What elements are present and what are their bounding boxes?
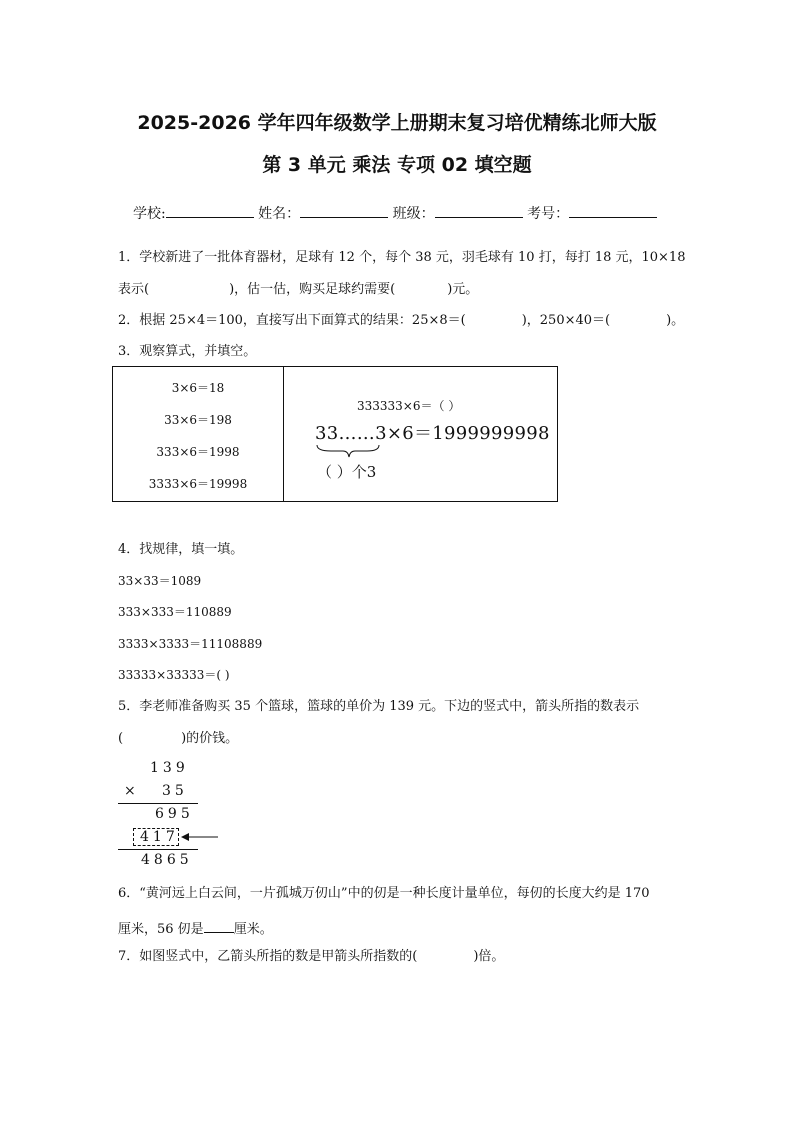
vm-row-4: 417 (140, 829, 179, 845)
q3-text: 3．观察算式，并填空。 (118, 344, 257, 359)
q1-line1: 1．学校新进了一批体育器材，足球有 12 个，每个 38 元，羽毛球有 10 打，每打 18 元，10×18 (118, 250, 686, 265)
document-title: 2025-2026 学年四年级数学上册期末复习培优精练北师大版 (137, 112, 657, 134)
vm-times-sign: × (124, 783, 140, 799)
q2-line: 2．根据 25×4＝100，直接写出下面算式的结果：25×8＝( )，250×40＝( )。 (118, 313, 685, 328)
exam-no-field[interactable] (569, 203, 657, 218)
vm-line-2 (118, 849, 198, 850)
exam-no-label: 考号： (527, 206, 570, 222)
q3-left-line: 3333×6＝19998 (148, 477, 248, 491)
q6-line1: 6．“黄河远上白云间，一片孤城万仞山”中的仞是一种长度计量单位，每仞的长度大约是 170 (118, 886, 650, 901)
q3-left-line: 33×6＝198 (164, 413, 232, 427)
vm-row-5: 4865 (141, 852, 193, 868)
q3-table-divider (283, 367, 284, 501)
q5-line1: 5．李老师准备购买 35 个篮球，篮球的单价为 139 元。下边的竖式中，箭头所指的数表示 (118, 699, 640, 714)
vm-row-3: 695 (155, 806, 194, 822)
info-line (133, 203, 657, 222)
school-field[interactable] (166, 203, 254, 218)
q3-left-line: 3×6＝18 (171, 381, 225, 395)
q3-right-top: 333333×6＝（ ） (357, 399, 461, 413)
q3-table (112, 366, 558, 502)
q6-blank[interactable] (204, 918, 234, 933)
q4-line: 33×33＝1089 (118, 574, 202, 588)
q6-line2: 厘米，56 仞是 厘米。 (118, 918, 273, 938)
q3-right-main: 33……3×6＝1999999998 (315, 423, 550, 444)
vm-row-1: 139 (150, 760, 189, 776)
q4-line: 333×333＝110889 (118, 605, 232, 619)
school-label: 学校: (133, 206, 166, 222)
name-field[interactable] (300, 203, 388, 218)
q3-brace-label: （ ）个3 (317, 463, 377, 481)
name-label: 姓名： (258, 206, 301, 222)
document-subtitle: 第 3 单元 乘法 专项 02 填空题 (262, 154, 532, 176)
q7-line: 7．如图竖式中，乙箭头所指的数是甲箭头所指数的( )倍。 (118, 949, 505, 964)
q3-left-line: 333×6＝1998 (156, 445, 240, 459)
q4-line: 33333×33333＝( ) (118, 668, 230, 682)
class-field[interactable] (435, 203, 523, 218)
q4-line: 3333×3333＝11108889 (118, 637, 263, 651)
vm-line-1 (118, 803, 198, 804)
q4-text: 4．找规律，填一填。 (118, 542, 244, 557)
arrow-left-icon (180, 831, 220, 843)
class-label: 班级： (392, 206, 435, 222)
q1-line2: 表示( )，估一估，购买足球约需要( )元。 (118, 282, 479, 297)
q3-brace (313, 443, 383, 459)
vm-row-2: 35 (162, 783, 188, 799)
q5-line2: ( )的价钱。 (118, 731, 239, 746)
